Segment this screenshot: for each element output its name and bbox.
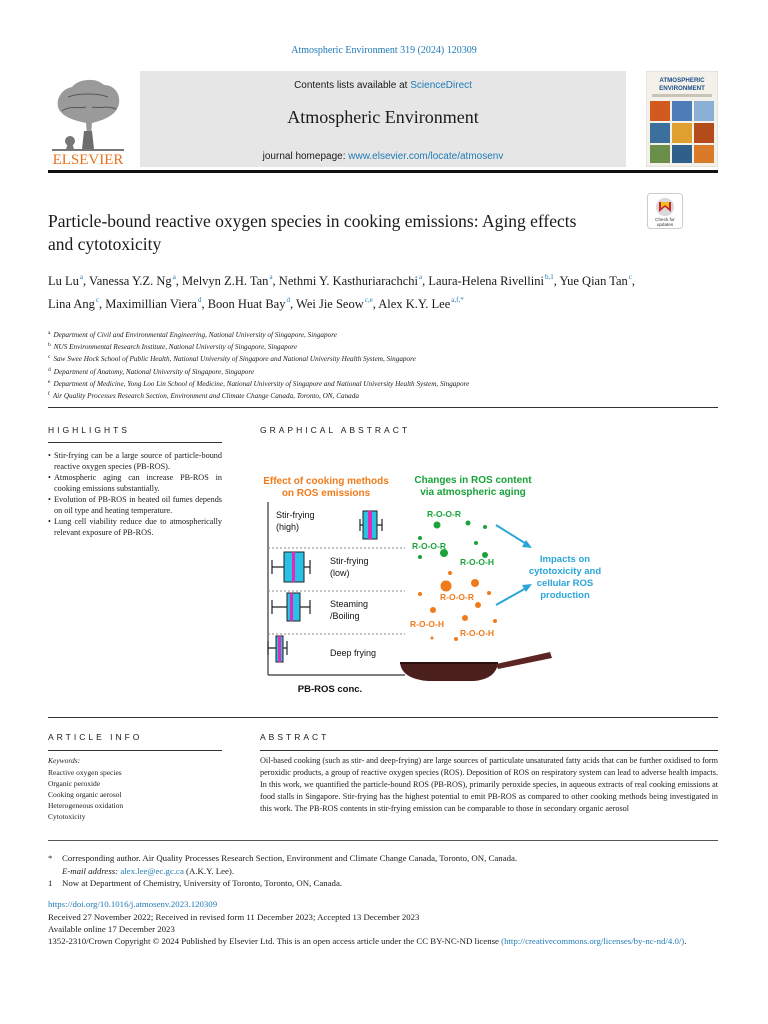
doi-link[interactable]: https://doi.org/10.1016/j.atmosenv.2023.120309 (48, 899, 218, 909)
author-separator: , (272, 274, 279, 288)
highlights-rule (48, 442, 222, 443)
received-dates: Received 27 November 2022; Received in revised form 11 December 2023; Accepted 13 December 2023 (48, 912, 420, 922)
corresponding-author-note (48, 852, 718, 865)
method-label: Deep frying (330, 648, 377, 658)
highlight-text: Stir-frying can be a large source of particle-bound reactive oxygen species (PB-ROS). (54, 451, 222, 471)
email-label: E-mail address: (62, 865, 121, 876)
author-name: Vanessa Y.Z. Ng (89, 274, 172, 288)
author-affiliation-mark[interactable]: c,e (364, 295, 373, 304)
author-affiliation-mark[interactable]: a (419, 273, 423, 281)
boxplot-stir-frying-high (360, 511, 382, 539)
license-link[interactable]: (http://creativecommons.org/licenses/by-nc-nd/4.0/) (501, 936, 685, 946)
author-list (48, 268, 648, 313)
highlight-item (48, 450, 222, 472)
keyword-item: Reactive oxygen species (48, 768, 122, 777)
elsevier-logo (48, 71, 128, 167)
email-line (48, 865, 718, 878)
article-dates (48, 912, 718, 935)
highlight-text: Evolution of PB-ROS in heated oil fumes depends on oil type and heating temperature. (54, 495, 222, 515)
homepage-line (140, 151, 626, 162)
abstract-text: Oil-based cooking (such as stir- and deep-frying) are large sources of particulate unsaturated fatty acids that can be further oxidised to form peroxidic products, a group of reactive oxygen species (ROS). Deposition of ROS on respiratory system can lead to adverse health impacts. In this work, we quantified the particle-bound ROS (PB-ROS), primarily peroxide species, in aqueous extracts of real cooking emissions at food stalls in Singapore. Stir-frying has the highest potential to emit PB-ROS as compared to other cooking methods being investigated in this work. The PB-ROS contents in stir-frying emission can be comparable to those in secondary organic aerosol (260, 756, 718, 814)
contents-prefix: Contents lists available at (294, 80, 411, 91)
abstract-rule (260, 750, 718, 751)
affiliation-key: f (48, 391, 50, 398)
graphical-abstract-heading: GRAPHICAL ABSTRACT (260, 425, 411, 435)
species-label: R-O-O-R (427, 509, 461, 519)
affiliation-key: a (48, 330, 51, 336)
impact-text: production (540, 590, 590, 601)
bullet-icon: • (48, 517, 51, 526)
homepage-prefix: journal homepage: (262, 151, 349, 162)
highlights-list (48, 450, 222, 538)
author-name: Alex K.Y. Lee (378, 296, 451, 311)
method-label: (low) (330, 568, 350, 578)
author-separator: , (201, 296, 208, 311)
sciencedirect-link[interactable]: ScienceDirect (410, 80, 472, 91)
frying-pan-icon (400, 652, 552, 681)
author-name: Maximillian Viera (105, 296, 197, 311)
affiliation-item (48, 328, 688, 340)
left-title-2: on ROS emissions (281, 488, 371, 499)
author-separator: , (175, 274, 183, 288)
impact-text: cytotoxicity and (528, 566, 602, 577)
author-separator: , (289, 296, 297, 311)
author-name: Nethmi Y. Kasthuriarachchi (278, 274, 418, 288)
bullet-icon: • (48, 473, 51, 482)
author-separator: , (372, 296, 379, 311)
affiliation-text: Department of Medicine, Yong Loo Lin School of Medicine, National University of Singapore and National University Health System, Singapore (53, 379, 470, 388)
highlight-item (48, 472, 222, 494)
species-label: R-O-O-R (412, 541, 446, 551)
affiliation-text: Department of Civil and Environmental Engineering, National University of Singapore, Singapore (53, 331, 337, 339)
keyword-list (48, 767, 123, 822)
graphical-abstract-figure (260, 445, 720, 703)
license-suffix: . (684, 936, 687, 946)
highlight-text: Atmospheric aging can increase PB-ROS in cooking emissions substantially. (54, 473, 222, 493)
impact-text: Impacts on (539, 554, 591, 565)
author-name: Wei Jie Seow (296, 296, 364, 311)
journal-title: Atmospheric Environment (287, 107, 479, 127)
author-separator: , (83, 274, 90, 288)
article-info-rule (48, 750, 222, 751)
author-affiliation-mark[interactable]: a (172, 273, 176, 281)
footnote-text: Now at Department of Chemistry, University of Toronto, Toronto, ON, Canada. (62, 878, 343, 888)
method-label: /Boiling (330, 611, 360, 621)
svg-text:Check for: Check for (655, 217, 675, 222)
author-affiliation-mark[interactable]: d (197, 295, 202, 304)
section-rule (48, 717, 718, 718)
author-separator: , (98, 296, 106, 311)
affiliation-text: Air Quality Processes Research Section, Environment and Climate Change Canada, Toronto, ON, Canada (52, 392, 359, 401)
boxplot-stir-frying-low (272, 552, 310, 582)
bullet-icon: • (48, 451, 51, 460)
affiliation-text: Saw Swee Hock School of Public Health, National University of Singapore and National University Health System, Singapore (53, 355, 416, 364)
footnote-mark: 1 (48, 878, 53, 888)
affiliation-text: NUS Environmental Research Institute, National University of Singapore, Singapore (53, 343, 298, 352)
contents-line (140, 80, 626, 91)
left-title-1: Effect of cooking methods (263, 476, 389, 487)
species-label: R-O-O-R (440, 592, 474, 602)
arrow-icon (496, 525, 532, 605)
author-affiliation-mark[interactable]: b,1 (544, 273, 554, 281)
section-rule (48, 407, 718, 408)
author-affiliation-mark[interactable]: c (628, 273, 632, 281)
author-separator: , (631, 274, 636, 288)
author-separator: , (422, 274, 429, 288)
affiliation-item (48, 389, 688, 401)
method-label: Steaming (330, 599, 369, 609)
affiliation-key: e (48, 378, 51, 385)
email-link[interactable]: alex.lee@ec.gc.ca (120, 865, 184, 876)
highlight-item (48, 494, 222, 516)
journal-reference-link[interactable]: Atmospheric Environment 319 (2024) 120309 (291, 45, 477, 56)
paper-title (48, 210, 628, 256)
affiliation-text: Department of Anatomy, National University of Singapore, Singapore (53, 367, 255, 376)
affiliation-item (48, 365, 688, 377)
impact-text: cellular ROS (536, 578, 594, 589)
abstract-heading: ABSTRACT (260, 732, 330, 742)
method-label: Stir-frying (276, 510, 315, 520)
keywords-label: Keywords: (48, 756, 81, 765)
keyword-item: Cooking organic aerosol (48, 790, 122, 799)
author-name: Boon Huat Bay (207, 296, 286, 311)
title-line-2: and cytotoxicity (48, 234, 162, 254)
species-label: R-O-O-H (460, 557, 494, 567)
affiliation-item (48, 340, 688, 352)
x-axis-label: PB-ROS conc. (297, 684, 363, 695)
license-text: 1352-2310/Crown Copyright © 2024 Published by Elsevier Ltd. This is an open access article under the CC BY-NC-ND license (48, 936, 499, 946)
available-date: Available online 17 December 2023 (48, 923, 175, 934)
affiliation-item (48, 377, 688, 389)
check-for-updates-badge[interactable] (647, 193, 683, 229)
author-affiliation-mark[interactable]: a (269, 273, 273, 281)
species-label: R-O-O-H (410, 619, 444, 629)
corresponding-text: Corresponding author. Air Quality Processes Research Section, Environment and Climate Change Canada, Toronto, ON, Canada. (62, 853, 518, 863)
title-line-1: Particle-bound reactive oxygen species in cooking emissions: Aging effects (48, 211, 577, 231)
author-separator: , (553, 274, 560, 288)
affiliation-list (48, 328, 688, 401)
affiliation-item (48, 352, 688, 364)
author-name: Lu Lu (48, 274, 79, 288)
journal-cover-image (646, 71, 718, 167)
keyword-item: Cytotoxicity (48, 812, 86, 821)
highlight-text: Lung cell viability reduce due to atmospherically relevant exposure of PB-ROS. (54, 517, 222, 537)
footnotes (48, 852, 718, 890)
affiliation-key: c (48, 354, 51, 361)
svg-text:updates: updates (656, 222, 674, 227)
affiliation-key: d (48, 366, 51, 373)
keyword-item: Organic peroxide (48, 779, 101, 788)
highlight-item (48, 516, 222, 538)
right-title-1: Changes in ROS content (414, 475, 532, 486)
license-statement (48, 936, 718, 948)
keyword-item: Heterogeneous oxidation (48, 801, 124, 810)
footnote-rule (48, 840, 718, 841)
highlights-heading: HIGHLIGHTS (48, 425, 130, 435)
footnote-1 (48, 877, 718, 890)
author-name: Lina Ang (48, 296, 95, 311)
author-affiliation-mark[interactable]: a,f,* (451, 295, 464, 304)
svg-text:ENVIRONMENT: ENVIRONMENT (659, 85, 705, 92)
author-name: Laura-Helena Rivellini (428, 274, 544, 288)
article-info-heading: ARTICLE INFO (48, 732, 143, 742)
boxplot-deep-frying (268, 636, 287, 662)
boxplot-steaming-boiling (272, 593, 310, 621)
author-affiliation-mark[interactable]: a (79, 273, 84, 281)
author-name: Melvyn Z.H. Tan (182, 274, 269, 288)
right-title-2: via atmospheric aging (420, 487, 526, 498)
affiliation-key: b (48, 342, 51, 349)
svg-text:ELSEVIER: ELSEVIER (52, 152, 124, 167)
footnote-mark: * (48, 853, 53, 863)
method-label: (high) (276, 522, 300, 532)
author-affiliation-mark[interactable]: c (95, 295, 99, 304)
author-name: Yue Qian Tan (559, 274, 628, 288)
method-label: Stir-frying (330, 556, 369, 566)
species-label: R-O-O-H (460, 628, 494, 638)
homepage-link[interactable]: www.elsevier.com/locate/atmosenv (348, 151, 504, 162)
svg-text:ATMOSPHERIC: ATMOSPHERIC (659, 77, 705, 84)
author-affiliation-mark[interactable]: d (286, 295, 290, 304)
header-rule (48, 170, 718, 173)
email-suffix: (A.K.Y. Lee). (183, 865, 235, 876)
bullet-icon: • (48, 495, 51, 504)
